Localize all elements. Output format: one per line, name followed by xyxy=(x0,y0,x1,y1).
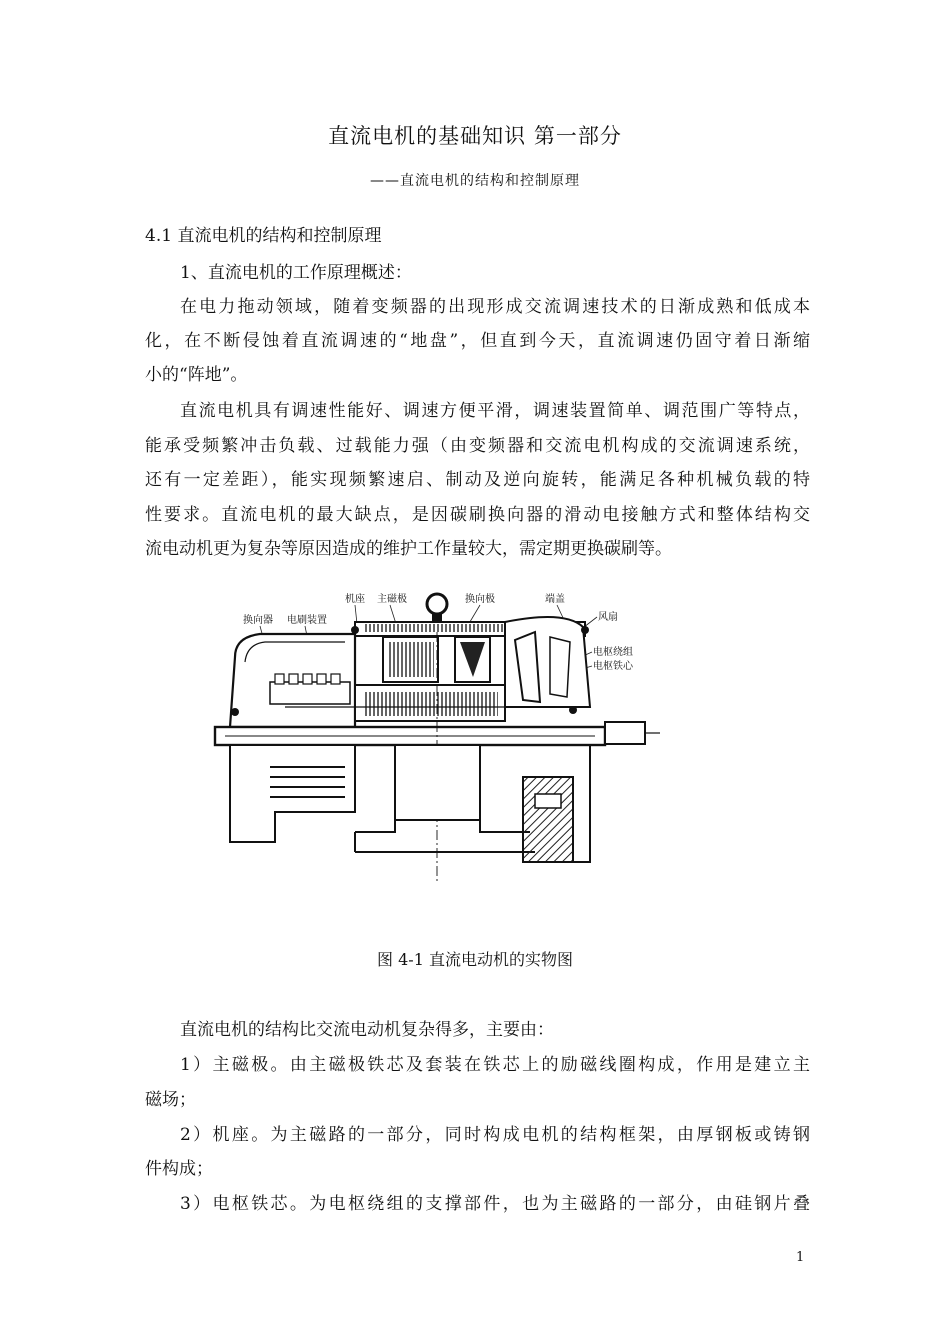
brush-gear-detail xyxy=(270,674,350,704)
label-fan: 风扇 xyxy=(598,612,618,623)
label-end-cover: 端盖 xyxy=(545,594,565,605)
label-armature-core: 电枢铁心 xyxy=(593,661,633,672)
dc-motor-diagram xyxy=(205,582,660,900)
paragraph-line: 在电力拖动领域，随着变频器的出现形成交流调速技术的日渐成熟和低成本 xyxy=(180,297,810,317)
label-brush-gear: 电刷装置 xyxy=(287,615,327,626)
paragraph-line: 流电动机更为复杂等原因造成的维护工作量较大，需定期更换碳刷等。 xyxy=(145,539,672,559)
paragraph-line: 小的“阵地”。 xyxy=(145,365,248,385)
paragraph-line: 化，在不断侵蚀着直流调速的“地盘”，但直到今天，直流调速仍固守着日渐缩 xyxy=(145,331,810,351)
page-subtitle: ——直流电机的结构和控制原理 xyxy=(370,173,580,189)
figure-caption: 图 4-1 直流电动机的实物图 xyxy=(377,950,573,969)
section-heading: 4.1 直流电机的结构和控制原理 xyxy=(145,226,382,246)
paragraph-line: 还有一定差距），能实现频繁速启、制动及逆向旋转，能满足各种机械负载的特 xyxy=(145,470,810,490)
paragraph-line: 直流电机的结构比交流电动机复杂得多，主要由： xyxy=(180,1020,554,1040)
label-commutator: 换向器 xyxy=(243,615,273,626)
list-item-line: 2）机座。为主磁路的一部分，同时构成电机的结构框架，由厚钢板或铸钢 xyxy=(180,1125,810,1145)
label-main-pole: 主磁极 xyxy=(377,594,407,605)
paragraph-line: 性要求。直流电机的最大缺点，是因碳刷换向器的滑动电接触方式和整体结构交 xyxy=(145,505,810,525)
list-item-line: 3）电枢铁芯。为电枢绕组的支撑部件，也为主磁路的一部分，由硅钢片叠 xyxy=(180,1194,810,1214)
label-armature-winding: 电枢绕组 xyxy=(593,647,633,658)
list-item-line: 磁场； xyxy=(145,1090,196,1110)
label-commutating-pole: 换向极 xyxy=(465,594,495,605)
list-item-line: 1）主磁极。由主磁极铁芯及套装在铁芯上的励磁线圈构成，作用是建立主 xyxy=(180,1055,810,1075)
paragraph-line: 直流电机具有调速性能好、调速方便平滑，调速装置简单、调范围广等特点， xyxy=(180,401,810,421)
subsection-heading: 1、直流电机的工作原理概述： xyxy=(180,263,412,283)
list-item-line: 件构成； xyxy=(145,1159,213,1179)
page-number: 1 xyxy=(796,1250,805,1265)
label-frame: 机座 xyxy=(345,594,365,605)
paragraph-line: 能承受频繁冲击负载、过载能力强（由变频器和交流电机构成的交流调速系统， xyxy=(145,436,810,456)
page-title: 直流电机的基础知识 第一部分 xyxy=(328,124,622,148)
